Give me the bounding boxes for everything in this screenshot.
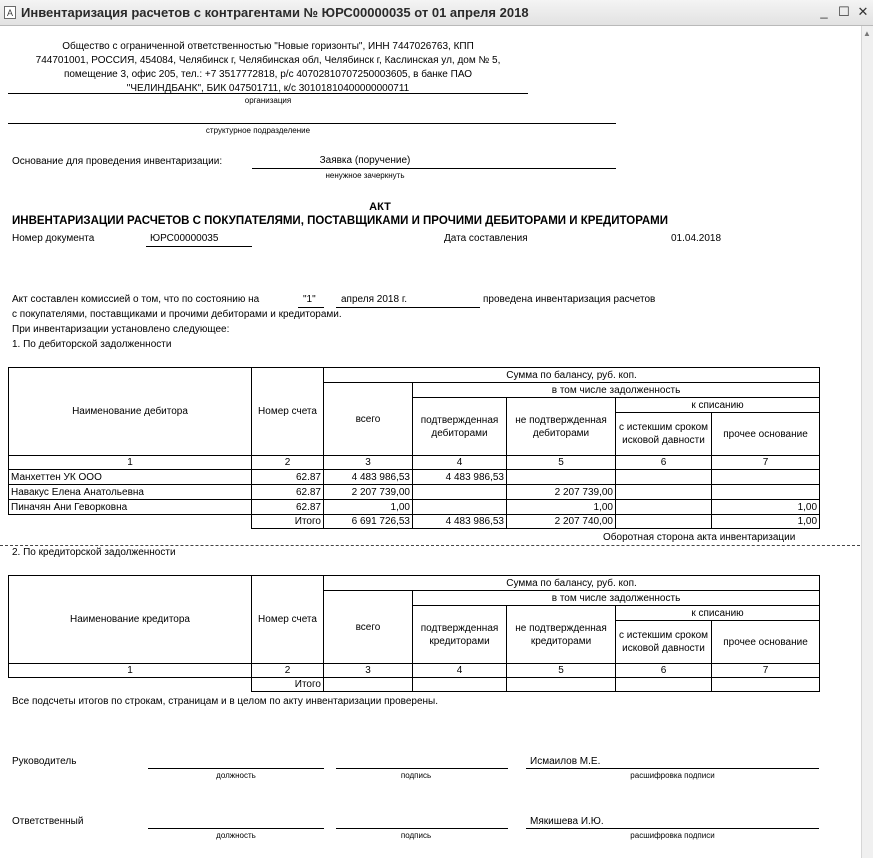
basis-label: Основание для проведения инвентаризации: (12, 156, 223, 167)
debtor-other (712, 470, 820, 485)
app-icon: A (4, 6, 16, 19)
debtor-expired-header: с истекшим сроком исковой давности (616, 413, 712, 456)
intro-text-3: с покупателями, поставщиками и прочими дебиторами и кредиторами. (12, 309, 342, 320)
creditor-writeoff-header: к списанию (616, 606, 820, 621)
section-2-title: 2. По кредиторской задолженности (12, 547, 176, 558)
debtor-name-header: Наименование дебитора (9, 368, 252, 456)
total-other: 1,00 (712, 515, 820, 529)
basis-value: Заявка (поручение) (319, 155, 411, 166)
total-row (9, 515, 820, 529)
page-break-line (0, 545, 860, 546)
creditor-other-header: прочее основание (712, 621, 820, 664)
maximize-button[interactable]: ☐ (838, 4, 850, 19)
window-title: Инвентаризация расчетов с контрагентами № ЮРС00000035 от 01 апреля 2018 (21, 5, 529, 20)
creditor-sum-header: Сумма по балансу, руб. коп. (324, 576, 820, 591)
debtor-unconfirmed (507, 470, 616, 485)
total-sum: 6 691 726,53 (324, 515, 413, 529)
debtor-account-header: Номер счета (252, 368, 324, 456)
subdivision-underline (8, 123, 616, 124)
creditor-expired-header: с истекшим сроком исковой давности (616, 621, 712, 664)
total-label: Итого (252, 515, 324, 529)
table-row (9, 470, 820, 485)
debtor-expired (616, 470, 712, 485)
checked-statement: Все подсчеты итогов по строкам, страницам и в целом по акту инвентаризации проверены. (12, 696, 439, 707)
debtor-other (712, 485, 820, 500)
creditor-account-header: Номер счета (252, 576, 324, 664)
total-expired (616, 515, 712, 529)
debtor-expired (616, 500, 712, 515)
debtor-total: 1,00 (324, 500, 413, 515)
debtor-incl-header: в том числе задолженность (413, 383, 820, 398)
debtor-total: 2 207 739,00 (324, 485, 413, 500)
head-sign-line (336, 768, 508, 769)
col-num: 1 (9, 456, 252, 470)
debtor-total-header: всего (324, 383, 413, 456)
table-row (9, 485, 820, 500)
debtor-total: 4 483 986,53 (324, 470, 413, 485)
scroll-up-icon[interactable]: ▲ (863, 29, 871, 38)
org-line-4: "ЧЕЛИНДБАНК", БИК 047501711, к/с 30101810400000000711 (126, 83, 410, 94)
doc-number-underline (146, 246, 252, 247)
close-button[interactable]: ✕ (857, 4, 869, 19)
date-label: Дата составления (444, 233, 528, 244)
head-decode-caption: расшифровка подписи (630, 771, 715, 780)
creditor-confirmed-header: подтвержденная кредиторами (413, 606, 507, 664)
act-subtitle: ИНВЕНТАРИЗАЦИИ РАСЧЕТОВ С ПОКУПАТЕЛЯМИ, ПОСТАВЩИКАМИ И ПРОЧИМИ ДЕБИТОРАМИ И КРЕДИТОРАМИ (12, 215, 669, 227)
intro-day: "1" (303, 294, 316, 305)
debtor-name: Навакус Елена Анатольевна (9, 485, 252, 500)
debtor-expired (616, 485, 712, 500)
intro-text-4: При инвентаризации установлено следующее: (12, 324, 230, 335)
col-num: 7 (712, 456, 820, 470)
col-num: 6 (616, 456, 712, 470)
debtor-account: 62.87 (252, 485, 324, 500)
act-title: АКТ (369, 201, 391, 213)
section-1-title: 1. По дебиторской задолженности (12, 339, 172, 350)
org-line-1: Общество с ограниченной ответственностью "Новые горизонты", ИНН 7447026763, КПП (62, 41, 474, 52)
resp-position-line (148, 828, 324, 829)
col-num: 4 (413, 664, 507, 678)
debtor-unconfirmed: 2 207 739,00 (507, 485, 616, 500)
col-num: 6 (616, 664, 712, 678)
head-decode-line (526, 768, 819, 769)
debtor-confirmed (413, 500, 507, 515)
debtor-writeoff-header: к списанию (616, 398, 820, 413)
debtor-other: 1,00 (712, 500, 820, 515)
reverse-side-label: Оборотная сторона акта инвентаризации (603, 532, 796, 543)
col-num: 7 (712, 664, 820, 678)
total-row (9, 678, 820, 692)
intro-month-year: апреля 2018 г. (341, 294, 408, 305)
col-num: 5 (507, 664, 616, 678)
org-line-3: помещение 3, офис 205, тел.: +7 3517772818, р/с 40702810707250003605, в банке ПАО (63, 69, 473, 80)
col-num: 3 (324, 664, 413, 678)
responsible-label: Ответственный (12, 816, 84, 827)
basis-underline (252, 168, 616, 169)
debtors-table (8, 367, 820, 529)
head-label: Руководитель (12, 756, 77, 767)
resp-sign-caption: подпись (400, 831, 432, 840)
col-num: 2 (252, 456, 324, 470)
total-confirmed: 4 483 986,53 (413, 515, 507, 529)
org-caption: организация (244, 96, 292, 105)
debtor-unconfirmed: 1,00 (507, 500, 616, 515)
table-row (9, 500, 820, 515)
col-num: 2 (252, 664, 324, 678)
resp-decode-caption: расшифровка подписи (630, 831, 715, 840)
creditor-unconfirmed-header: не подтвержденная кредиторами (507, 606, 616, 664)
creditor-total-header: всего (324, 591, 413, 664)
intro-month-underline (336, 307, 480, 308)
head-position-line (148, 768, 324, 769)
head-position-caption: должность (216, 771, 256, 780)
debtor-unconfirmed-header: не подтвержденная дебиторами (507, 398, 616, 456)
org-underline (8, 93, 528, 94)
creditors-table (8, 575, 820, 692)
col-num: 5 (507, 456, 616, 470)
debtor-name: Манхеттен УК ООО (9, 470, 252, 485)
window-titlebar (0, 0, 873, 26)
minimize-button[interactable]: _ (820, 4, 828, 19)
subdivision-caption: структурное подразделение (205, 126, 311, 135)
debtor-confirmed-header: подтвержденная дебиторами (413, 398, 507, 456)
head-name: Исмаилов М.Е. (530, 756, 601, 767)
doc-number: ЮРС00000035 (150, 233, 219, 244)
creditor-name-header: Наименование кредитора (9, 576, 252, 664)
intro-day-underline (298, 307, 324, 308)
intro-text-1: Акт составлен комиссией о том, что по состоянию на (12, 294, 260, 305)
head-sign-caption: подпись (400, 771, 432, 780)
date-value: 01.04.2018 (671, 233, 722, 244)
debtor-other-header: прочее основание (712, 413, 820, 456)
creditor-incl-header: в том числе задолженность (413, 591, 820, 606)
creditor-total-label: Итого (252, 678, 324, 692)
org-line-2: 744701001, РОССИЯ, 454084, Челябинск г, Челябинская обл, Челябинск г, Каслинская ул, дом № 5, (35, 55, 501, 66)
intro-text-2: проведена инвентаризация расчетов (483, 294, 656, 305)
debtor-confirmed: 4 483 986,53 (413, 470, 507, 485)
resp-position-caption: должность (216, 831, 256, 840)
basis-caption: ненужное зачеркнуть (325, 171, 405, 180)
col-num: 4 (413, 456, 507, 470)
organization-details (8, 40, 528, 96)
debtor-account: 62.87 (252, 500, 324, 515)
debtor-account: 62.87 (252, 470, 324, 485)
col-num: 3 (324, 456, 413, 470)
doc-number-label: Номер документа (12, 233, 95, 244)
col-num: 1 (9, 664, 252, 678)
resp-name: Мякишева И.Ю. (530, 816, 604, 827)
debtor-confirmed (413, 485, 507, 500)
resp-decode-line (526, 828, 819, 829)
vertical-scrollbar[interactable] (861, 26, 873, 858)
total-unconfirmed: 2 207 740,00 (507, 515, 616, 529)
debtor-sum-header: Сумма по балансу, руб. коп. (324, 368, 820, 383)
debtor-name: Пиначян Ани Геворковна (9, 500, 252, 515)
resp-sign-line (336, 828, 508, 829)
